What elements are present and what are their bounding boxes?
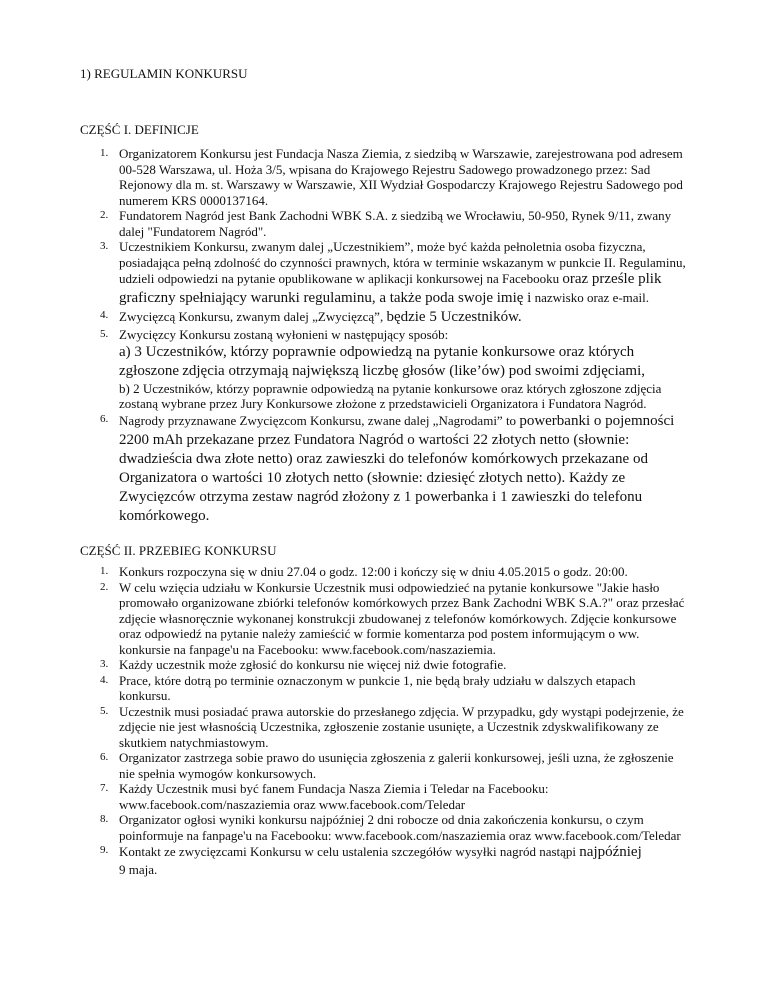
- list-item: 9. Kontakt ze zwycięzcami Konkursu w celu ustalenia szczegółów wysyłki nagród nastąpi najpóźniej 9 maja.: [100, 844, 642, 877]
- list-item: 4. Prace, które dotrą po terminie oznaczonym w punkcie 1, nie będą brały udziału w dalszych etapach konkursu.: [100, 672, 636, 703]
- section-1-title: CZĘŚĆ I. DEFINICJE: [80, 122, 199, 137]
- list-item: 3. Uczestnikiem Konkursu, zwanym dalej „Uczestnikiem”, może być każda pełnoletnia osoba fizyczna, posiadająca pełną zdolność do czynności prawnych, która w terminie wskazanym w punkcie II. Regulaminu, udzieli odpowiedzi na pytanie opublikowane w aplikacji konkursowej na Facebooku oraz prześle plik graficzny spełniający warunki regulaminu, a także poda swoje imię i nazwisko oraz e-mail.: [100, 239, 686, 306]
- list-item: 1. Konkurs rozpoczyna się w dniu 27.04 o godz. 12:00 i kończy się w dniu 4.05.2015 o godz. 20:00.: [100, 564, 628, 579]
- list-item: 6. Nagrody przyznawane Zwycięzcom Konkursu, zwane dalej „Nagrodami” to powerbanki o pojemności 2200 mAh przekazane przez Fundatora Nagród o wartości 22 złotych netto (słownie: dwadzieścia dwa złote netto) oraz zawieszki do telefonów komórkowych przekazane od Organizatora o wartości 10 złotych netto (słownie: dziesięć złotych netto). Każdy ze Zwycięzców otrzyma zestaw nagród złożony z 1 powerbanka i 1 zawieszki do telefonu komórkowego.: [100, 412, 675, 524]
- list-item: 7. Każdy Uczestnik musi być fanem Fundacja Nasza Ziemia i Teledar na Facebooku: www.facebook.com/naszaziemia oraz www.facebook.com/Teledar: [100, 781, 549, 812]
- list-item: 5. Zwycięzcy Konkursu zostaną wyłonieni w następujący sposób: a) 3 Uczestników, którzy poprawnie odpowiedzą na pytanie konkursowe oraz których zgłoszone zdjęcia otrzymają największą liczbę głosów (like’ów) pod swoimi zdjęciami, b) 2 Uczestników, którzy poprawnie odpowiedzą na pytanie konkursowe oraz których zgłoszone zdjęcia zostaną wybrane przez Jury Konkursowe złożone z przedstawicieli Organizatora i Fundatora Nagród.: [100, 327, 662, 411]
- list-item: 5. Uczestnik musi posiadać prawa autorskie do przesłanego zdjęcia. W przypadku, gdy wystąpi podejrzenie, że zdjęcie nie jest własnością Uczestnika, zgłoszenie zostanie usunięte, a Uczestnik zdyskwalifikowany ze skutkiem natychmiastowym.: [100, 703, 684, 750]
- list-item: 8. Organizator ogłosi wyniki konkursu najpóźniej 2 dni robocze od dnia zakończenia konkursu, o czym poinformuje na fanpage'u na Facebooku: www.facebook.com/naszaziemia oraz www.facebook.com/Teledar: [100, 812, 681, 843]
- document-title: 1) REGULAMIN KONKURSU: [80, 66, 248, 81]
- section-2-title: CZĘŚĆ II. PRZEBIEG KONKURSU: [80, 543, 277, 558]
- list-item: 1. Organizatorem Konkursu jest Fundacja Nasza Ziemia, z siedzibą w Warszawie, zarejestrowana pod adresem 00-528 Warszawa, ul. Hoża 3/5, wpisana do Krajowego Rejestru Sadowego prowadzonego przez: Sad Rejonowy dla m. st. Warszawy w Warszawie, XII Wydział Gospodarczy Krajowego Rejestru Sadowego pod numerem KRS 0000137164.: [100, 146, 683, 208]
- procedure-list: [80, 564, 690, 878]
- list-item: 6. Organizator zastrzega sobie prawo do usunięcia zgłoszenia z galerii konkursowej, jeśli uzna, że zgłoszenie nie spełnia wymogów konkursowych.: [100, 750, 674, 781]
- list-item: 3. Każdy uczestnik może zgłosić do konkursu nie więcej niż dwie fotografie.: [100, 657, 507, 672]
- list-item: 4. Zwycięzcą Konkursu, zwanym dalej „Zwycięzcą”, będzie 5 Uczestników.: [100, 309, 522, 325]
- list-item: 2. W celu wzięcia udziału w Konkursie Uczestnik musi odpowiedzieć na pytanie konkursowe "Jakie hasło promowało organizowane zbiórki telefonów komórkowych przez Bank Zachodni WBK S.A.?" oraz przesłać zdjęcie własnoręcznie wykonanej konstrukcji zbudowanej z telefonów komórkowych. Zdjęcie konkursowe oraz odpowiedź na pytanie należy zamieścić w formie komentarza pod postem informującym o ww. konkursie na fanpage'u na Facebooku: www.facebook.com/naszaziemia.: [100, 579, 685, 657]
- definitions-list: [80, 146, 690, 526]
- list-item: 2. Fundatorem Nagród jest Bank Zachodni WBK S.A. z siedzibą we Wrocławiu, 50-950, Rynek 9/11, zwany dalej "Fundatorem Nagród".: [100, 208, 672, 239]
